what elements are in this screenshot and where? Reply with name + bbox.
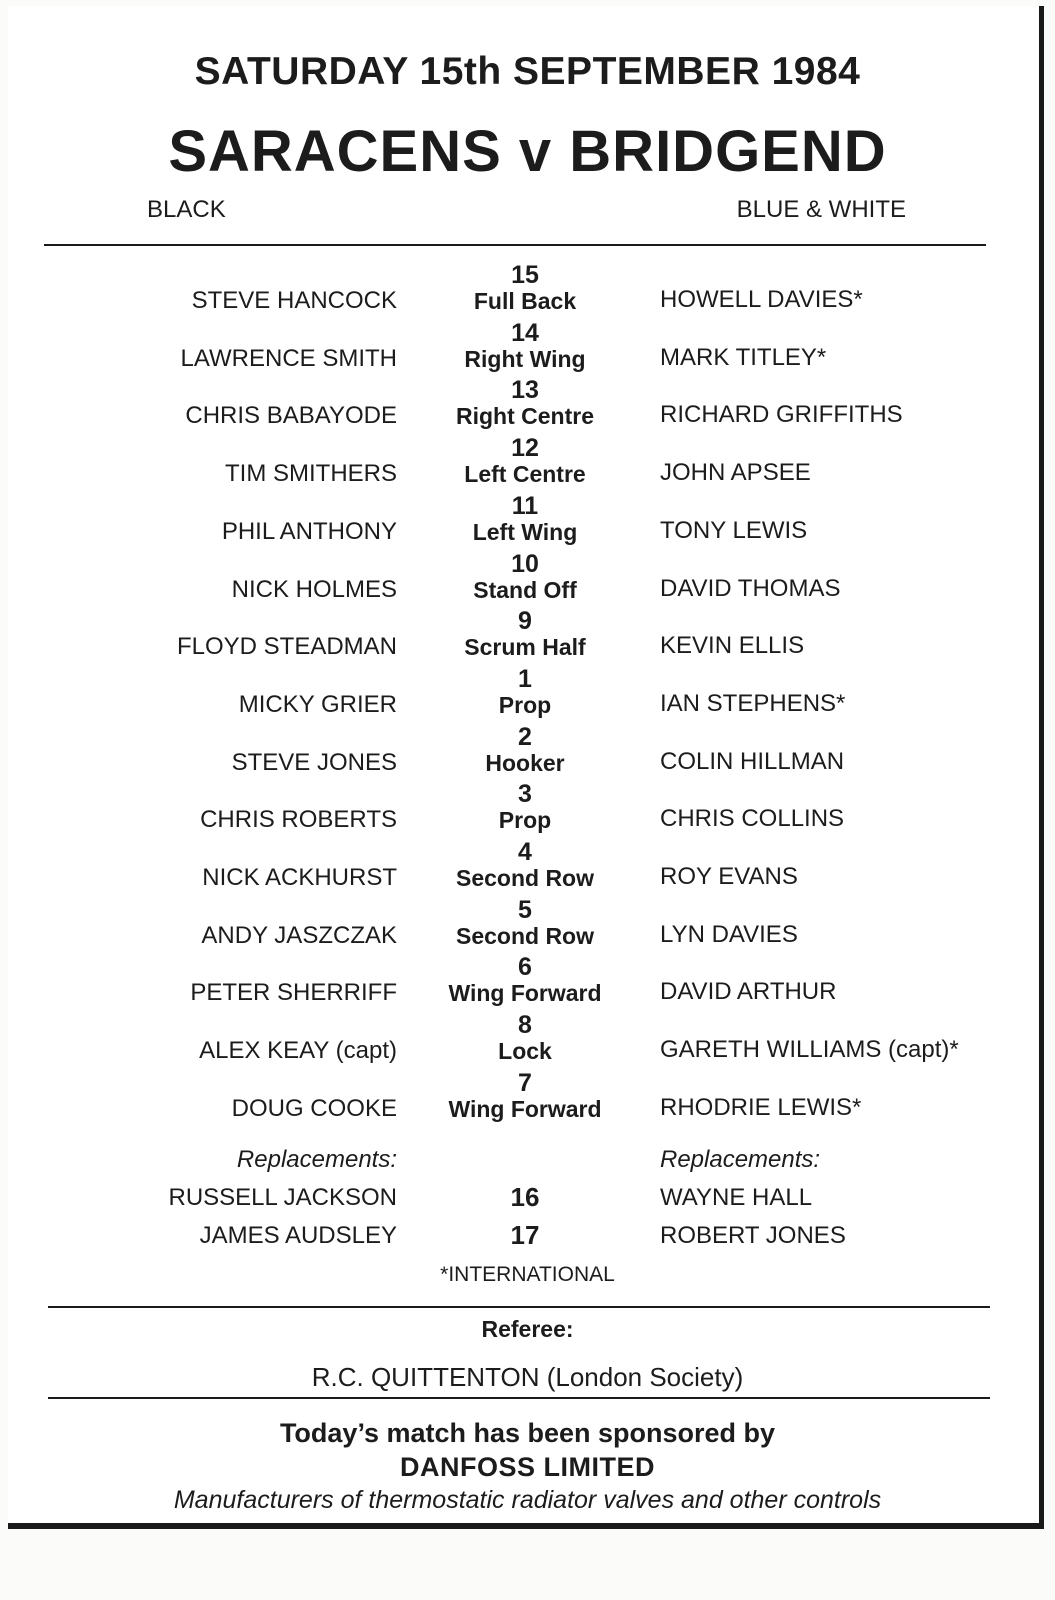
position-name: Stand Off <box>473 576 577 603</box>
position-1 <box>410 666 640 718</box>
position-name: Wing Forward <box>448 1095 602 1122</box>
away-player: MARK TITLEY* <box>660 343 827 371</box>
away-player: JOHN APSEE <box>660 459 811 487</box>
away-player: RHODRIE LEWIS* <box>660 1093 862 1121</box>
position-6 <box>410 954 640 1006</box>
home-player: MICKY GRIER <box>238 690 397 718</box>
away-player: TONY LEWIS <box>660 516 808 544</box>
position-name: Prop <box>498 691 552 718</box>
position-name: Second Row <box>455 922 594 949</box>
position-number: 2 <box>518 722 532 751</box>
position-2 <box>410 724 640 776</box>
away-player: DAVID THOMAS <box>660 574 841 602</box>
position-name: Lock <box>498 1038 552 1065</box>
position-name: Wing Forward <box>448 980 602 1007</box>
home-player: ALEX KEAY (capt) <box>199 1037 397 1065</box>
away-player: ROY EVANS <box>660 863 798 890</box>
position-8 <box>410 1012 640 1064</box>
sponsor-name: DANFOSS LIMITED <box>400 1452 655 1482</box>
position-number: 1 <box>518 664 532 693</box>
away-player: KEVIN ELLIS <box>660 632 805 660</box>
away-player: COLIN HILLMAN <box>660 747 845 775</box>
away-player: CHRIS COLLINS <box>660 805 845 833</box>
home-player: NICK ACKHURST <box>202 864 397 891</box>
position-number: 5 <box>518 895 532 924</box>
position-number: 3 <box>518 780 532 809</box>
position-name: Scrum Half <box>464 634 586 661</box>
home-player: NICK HOLMES <box>231 575 397 603</box>
divider-referee-top <box>48 1306 990 1308</box>
home-replacements-label: Replacements: <box>236 1146 397 1173</box>
away-player: RICHARD GRIFFITHS <box>660 401 903 429</box>
position-number: 13 <box>511 376 539 405</box>
position-5 <box>410 897 640 949</box>
home-player: ANDY JASZCZAK <box>201 921 397 949</box>
home-replacement-17: JAMES AUDSLEY <box>199 1222 397 1249</box>
replacement-number-16: 16 <box>510 1182 540 1212</box>
position-number: 8 <box>518 1011 532 1040</box>
position-10 <box>410 551 640 603</box>
position-name: Right Centre <box>456 403 594 430</box>
position-number: 15 <box>511 261 539 289</box>
position-name: Left Centre <box>464 461 586 488</box>
referee-label: Referee: <box>481 1316 574 1342</box>
position-3 <box>410 781 640 833</box>
home-player: CHRIS BABAYODE <box>185 402 397 430</box>
home-player: STEVE HANCOCK <box>191 287 397 314</box>
match-date: SATURDAY 15th SEPTEMBER 1984 <box>194 50 861 93</box>
international-note: *INTERNATIONAL <box>440 1263 615 1286</box>
home-player: CHRIS ROBERTS <box>200 806 397 834</box>
position-name: Right Wing <box>464 345 586 372</box>
position-name: Hooker <box>485 749 565 776</box>
position-9 <box>410 608 640 660</box>
away-replacement-17: ROBERT JONES <box>660 1222 846 1249</box>
position-number: 7 <box>518 1068 532 1097</box>
home-player: STEVE JONES <box>231 748 397 776</box>
position-7 <box>410 1070 640 1122</box>
position-4 <box>410 839 640 891</box>
home-player: TIM SMITHERS <box>225 460 397 488</box>
home-replacement-16: RUSSELL JACKSON <box>168 1184 397 1211</box>
position-12 <box>410 435 640 487</box>
home-colours: BLACK <box>147 196 226 223</box>
referee-name: R.C. QUITTENTON (London Society) <box>311 1362 744 1392</box>
home-player: DOUG COOKE <box>231 1094 397 1122</box>
sponsor-line: Today’s match has been sponsored by <box>279 1418 776 1448</box>
sponsor-description: Manufacturers of thermostatic radiator valves and other controls <box>173 1486 882 1514</box>
position-number: 11 <box>511 491 539 520</box>
home-player: PETER SHERRIFF <box>190 979 397 1007</box>
position-number: 9 <box>518 607 532 636</box>
position-15 <box>410 262 640 314</box>
position-name: Prop <box>498 807 552 834</box>
position-13 <box>410 377 640 429</box>
away-player: DAVID ARTHUR <box>660 978 837 1006</box>
position-number: 12 <box>511 434 539 463</box>
match-title: SARACENS v BRIDGEND <box>168 119 887 184</box>
away-colours: BLUE & WHITE <box>736 196 906 223</box>
position-number: 10 <box>511 549 539 578</box>
home-player: PHIL ANTHONY <box>221 517 397 545</box>
home-player: LAWRENCE SMITH <box>180 344 397 372</box>
position-number: 14 <box>511 318 539 347</box>
home-player: FLOYD STEADMAN <box>176 633 397 661</box>
away-player: GARETH WILLIAMS (capt)* <box>660 1036 959 1064</box>
position-name: Second Row <box>455 865 594 891</box>
position-11 <box>410 493 640 545</box>
position-name: Left Wing <box>472 518 578 545</box>
position-name: Full Back <box>473 288 577 314</box>
away-player: HOWELL DAVIES* <box>660 286 863 313</box>
position-number: 6 <box>518 953 532 982</box>
position-number: 4 <box>518 838 532 866</box>
divider-sponsor-top <box>48 1397 990 1399</box>
away-replacements-label: Replacements: <box>660 1146 821 1173</box>
away-player: LYN DAVIES <box>660 920 798 948</box>
divider-top <box>44 244 986 246</box>
replacement-number-17: 17 <box>510 1220 540 1250</box>
away-replacement-16: WAYNE HALL <box>660 1184 813 1211</box>
position-14 <box>410 320 640 372</box>
away-player: IAN STEPHENS* <box>660 689 846 717</box>
